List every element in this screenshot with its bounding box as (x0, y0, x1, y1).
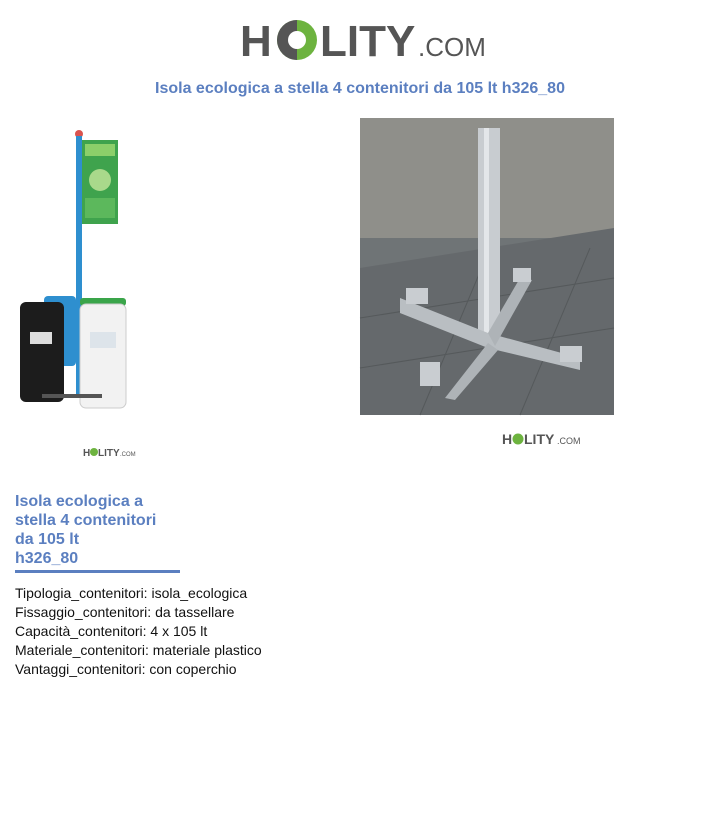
logo-letter-h: H (240, 17, 272, 66)
logo-dotcom: .COM (418, 32, 486, 62)
logo-o-icon (277, 20, 317, 60)
svg-text:LITY: LITY (524, 431, 555, 447)
svg-text:H: H (502, 431, 513, 447)
svg-text:.COM: .COM (557, 436, 581, 446)
spec-row (15, 641, 262, 660)
spec-value: isola_ecologica (151, 585, 248, 601)
product-title-line: stella 4 contenitori (15, 512, 157, 529)
spec-row (15, 660, 262, 679)
svg-text:H: H (83, 448, 91, 459)
spec-row (15, 603, 262, 622)
product-title (15, 492, 180, 573)
spec-value: con coperchio (149, 661, 237, 677)
spec-label: Vantaggi_contenitori: (15, 661, 146, 677)
svg-text:LITY: LITY (98, 448, 120, 459)
spec-row (15, 584, 262, 603)
spec-value: 4 x 105 lt (150, 623, 208, 639)
spec-label: Materiale_contenitori: (15, 642, 149, 658)
holity-logo[interactable] (240, 12, 490, 66)
svg-text:.COM: .COM (120, 452, 136, 458)
product-photo-star-base[interactable] (360, 118, 614, 415)
product-title-line: h326_80 (15, 550, 79, 567)
logo-letters-lity: LITY (320, 17, 416, 66)
spec-value: da tassellare (155, 604, 235, 620)
product-title-line: da 105 lt (15, 531, 80, 548)
product-title-line: Isola ecologica a (15, 493, 144, 510)
spec-value: materiale plastico (152, 642, 262, 658)
spec-label: Fissaggio_contenitori: (15, 604, 152, 620)
holity-watermark-right (502, 430, 584, 448)
spec-row (15, 622, 262, 641)
page-title: Isola ecologica a stella 4 contenitori da 105 lt h326_80 (155, 80, 565, 97)
product-photo-ecological-island[interactable] (14, 118, 140, 418)
spec-label: Capacità_contenitori: (15, 623, 147, 639)
holity-watermark-left (83, 444, 136, 460)
spec-label: Tipologia_contenitori: (15, 585, 148, 601)
product-specs (15, 584, 262, 679)
